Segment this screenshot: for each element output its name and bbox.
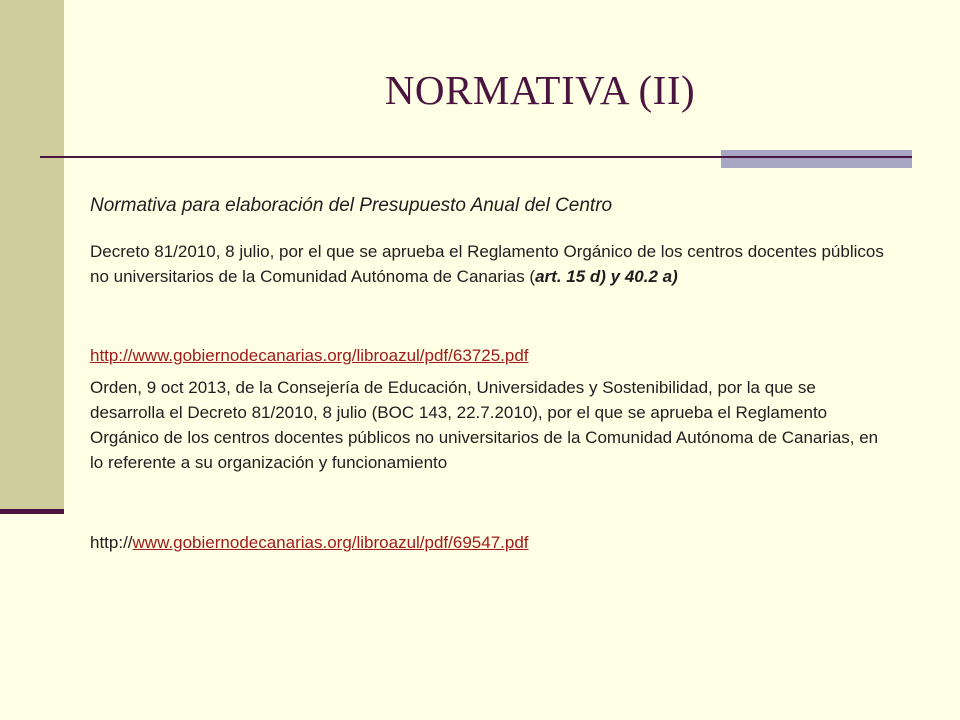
decreto-pdf-link[interactable]: http://www.gobiernodecanarias.org/libroazul/pdf/63725.pdf — [90, 346, 529, 365]
decreto-text: Decreto 81/2010, 8 julio, por el que se aprueba el Reglamento Orgánico de los centros docentes públicos no universitarios de la Comunidad Autónoma de Canarias ( — [90, 242, 884, 286]
title-underline-rule — [40, 156, 912, 158]
orden-link-prefix: http:// — [90, 533, 133, 552]
slide-title: NORMATIVA (II) — [384, 67, 696, 113]
orden-link-line — [90, 530, 529, 555]
left-decorative-bar — [0, 0, 64, 511]
decreto-article-ref: art. 15 d) y 40.2 a) — [535, 267, 678, 286]
orden-paragraph: Orden, 9 oct 2013, de la Consejería de Educación, Universidades y Sostenibilidad, por la que se desarrolla el Decreto 81/2010, 8 julio (BOC 143, 22.7.2010), por el que se aprueba el Reglamento Orgánico de los centros docentes públicos no universitarios de la Comunidad Autónoma de Canarias, en lo referente a su organización y funcionamiento — [90, 378, 879, 472]
section-heading: Normativa para elaboración del Presupuesto Anual del Centro — [90, 195, 613, 216]
title-rule-accent-block — [721, 150, 912, 168]
left-bar-base-line — [0, 509, 64, 514]
orden-pdf-link[interactable]: www.gobiernodecanarias.org/libroazul/pdf/69547.pdf — [132, 533, 529, 552]
decreto-paragraph — [90, 239, 890, 289]
